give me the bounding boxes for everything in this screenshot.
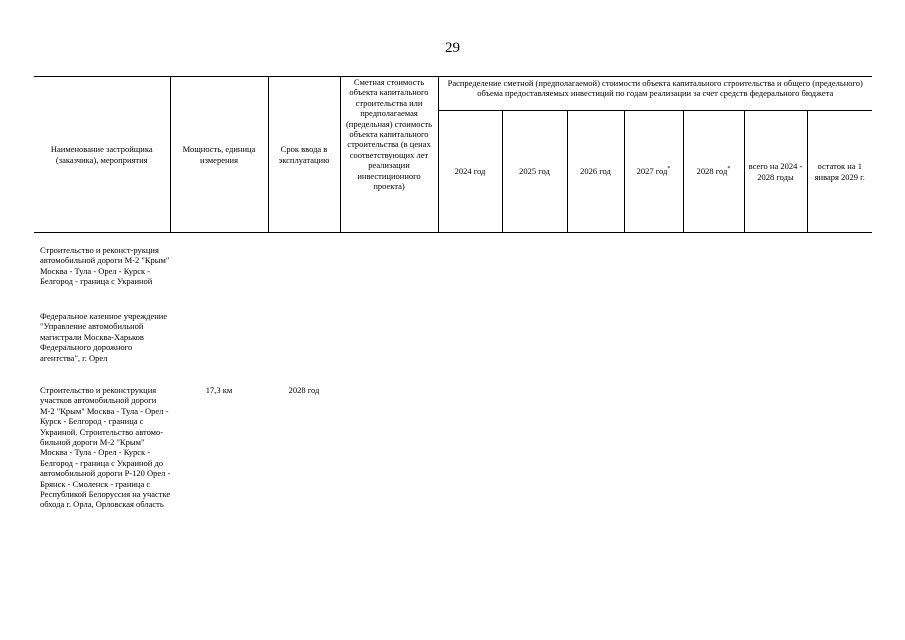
header-distribution-title: Распределение сметной (предполагаемой) стоимости объекта капитального строительства и общего (предельного) объема предоставляемых инвестиций по годам реализации за счет средств федерального бюджета — [438, 77, 872, 111]
header-term-column: Срок ввода в эксплуатацию — [268, 77, 340, 233]
measure-term: 2028 год — [288, 385, 320, 395]
header-remainder-column: остаток на 1 января 2029 г. — [807, 111, 872, 233]
header-total-column: всего на 2024 - 2028 годы — [744, 111, 807, 233]
header-cost-column: Сметная стоимость объекта капитального строительства или предполагаемая (предельная) стоимость объекта капитального строительства (в ценах соответствующих лет реализации инвестиционного проекта) — [340, 77, 438, 233]
header-year-2027: 2027 год* — [624, 111, 683, 233]
object-title: Строительство и реконст-рукция автомобильной дороги М-2 "Крым" Москва - Тула - Орел - Курск - Белгород - граница с Украиной — [40, 245, 170, 287]
header-year-2028: 2028 год* — [683, 111, 744, 233]
header-capacity-column: Мощность, единица измерения — [170, 77, 268, 233]
measure-description: Строительство и реконструкция участков автомобильной дороги М-2 "Крым" Москва - Тула - Орел - Курск - Белгород - граница с Украиной. Строительство автомо-бильной дороги М-2 "Крым" Москва - Тула - Орел - Курск - Белгород - граница с Украиной до автомобильной дороги Р-120 Орел - Брянск - Смоленск - граница с Республикой Белоруссия на участке обхода г. Орла, Орловская область — [40, 385, 171, 510]
customer-name: Федеральное казенное учреждение "Управление автомобильной магистрали Москва-Харьков Федерального дорожного агентства", г. Орел — [40, 311, 168, 363]
header-year-2024: 2024 год — [438, 111, 502, 233]
measure-capacity: 17,3 км — [205, 385, 233, 395]
header-year-2025: 2025 год — [502, 111, 567, 233]
table-header — [34, 76, 872, 233]
page-number: 29 — [445, 40, 460, 56]
header-name-column: Наименование застройщика (заказчика), мероприятия — [34, 77, 170, 233]
header-year-2026: 2026 год — [567, 111, 624, 233]
